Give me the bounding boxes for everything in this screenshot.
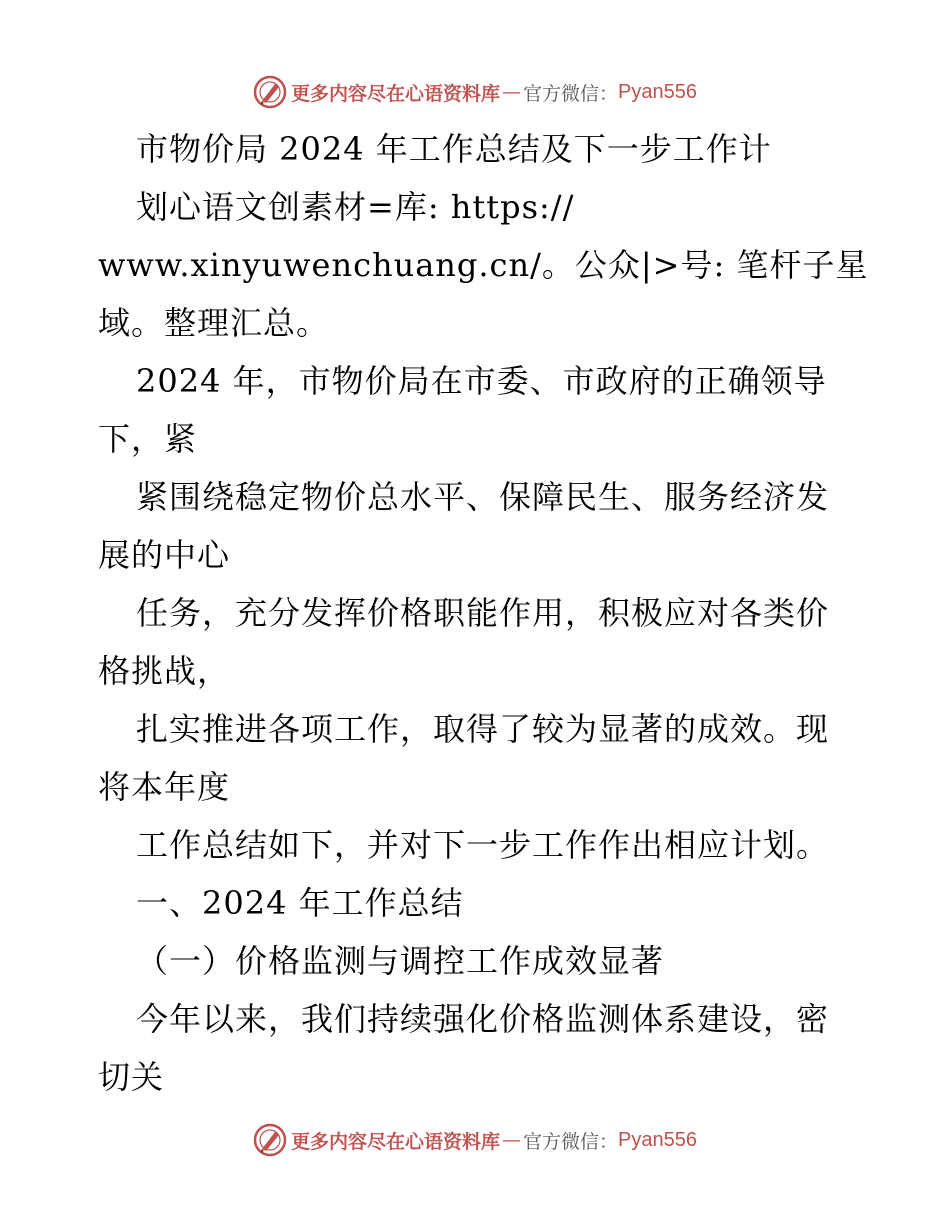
banner-text: 更多内容尽在心语资料库 — [291, 82, 501, 105]
paragraph-line: 任务，充分发挥价格职能作用，积极应对各类价 — [136, 594, 830, 632]
doc-title-line-4: 域。整理汇总。 — [98, 304, 330, 342]
subsection-heading: （一）价格监测与调控工作成效显著 — [136, 942, 665, 980]
paragraph-line: 紧围绕稳定物价总水平、保障民生、服务经济发 — [136, 478, 830, 516]
section-heading: 一、2024 年工作总结 — [136, 884, 464, 922]
paragraph-line: 切关 — [98, 1058, 165, 1096]
pen-logo-icon — [253, 75, 287, 109]
footer-watermark-banner — [0, 1120, 950, 1160]
paragraph-line: 扎实推进各项工作，取得了较为显著的成效。现 — [136, 710, 830, 748]
pen-logo-icon — [253, 1123, 287, 1157]
banner-dash: — — [502, 1129, 522, 1151]
banner-dash: — — [502, 81, 522, 103]
paragraph-line: 今年以来，我们持续强化价格监测体系建设，密 — [136, 1000, 830, 1038]
banner-wechat-label: 官方微信： — [523, 1130, 619, 1153]
doc-title-line-2: 划心语文创素材=库: https:// — [136, 188, 575, 226]
banner-wechat-id: Pyan556 — [618, 80, 697, 103]
paragraph-line: 格挑战， — [98, 652, 231, 690]
banner-wechat-id: Pyan556 — [618, 1128, 697, 1151]
banner-text: 更多内容尽在心语资料库 — [291, 1130, 501, 1153]
doc-title-line-1: 市物价局 2024 年工作总结及下一步工作计 — [136, 130, 772, 168]
paragraph-line: 2024 年，市物价局在市委、市政府的正确领导 — [136, 362, 827, 400]
banner-wechat-label: 官方微信： — [523, 82, 619, 105]
doc-title-line-3: www.xinyuwenchuang.cn/。公众|>号: 笔杆子星 — [98, 246, 869, 284]
paragraph-line: 工作总结如下，并对下一步工作作出相应计划。 — [136, 826, 830, 864]
header-watermark-banner — [0, 72, 950, 112]
paragraph-line: 展的中心 — [98, 536, 231, 574]
paragraph-line: 下，紧 — [98, 420, 198, 458]
paragraph-line: 将本年度 — [98, 768, 231, 806]
